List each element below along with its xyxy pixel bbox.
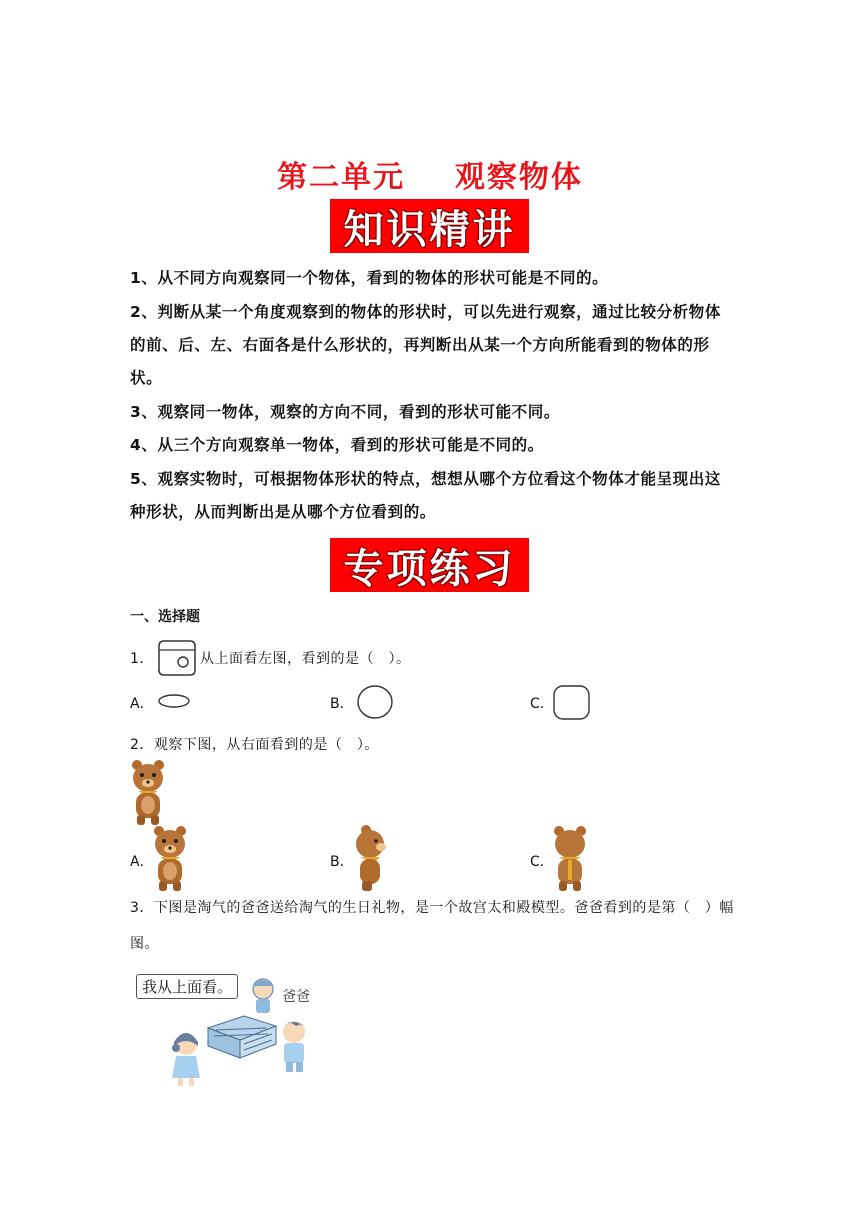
cylinder-figure bbox=[156, 638, 198, 678]
circle-shape[interactable] bbox=[356, 684, 394, 720]
q2-option-a-label[interactable]: A． bbox=[130, 854, 154, 870]
q1-option-c-label[interactable]: C． bbox=[530, 696, 554, 712]
knowledge-point-2: 2、判断从某一个角度观察到的物体的形状时，可以先进行观察，通过比较分析物体的前、后、左、右面各是什么形状的，再判断出从某一个方向所能看到的物体的形状。 bbox=[130, 303, 721, 387]
ellipse-shape[interactable] bbox=[157, 693, 191, 709]
question-1-number: 1． bbox=[130, 651, 154, 667]
knowledge-point-3: 3、观察同一物体，观察的方向不同，看到的形状可能不同。 bbox=[130, 403, 560, 421]
bear-back-icon[interactable] bbox=[550, 823, 590, 893]
question-2-text: 观察下图，从右面看到的是（ ）。 bbox=[153, 737, 379, 753]
q1-option-a-label[interactable]: A． bbox=[130, 696, 154, 712]
question-2 bbox=[130, 734, 379, 754]
rounded-square-shape[interactable] bbox=[552, 684, 592, 722]
speech-bubble: 我从上面看。 bbox=[136, 974, 238, 999]
question-2-number: 2． bbox=[130, 737, 154, 753]
bear-front-icon[interactable] bbox=[150, 823, 190, 893]
dad-label: 爸爸 bbox=[282, 989, 310, 1005]
question-3-text: 下图是淘气的爸爸送给淘气的生日礼物，是一个故宫太和殿模型。爸爸看到的是第（ ）幅图。 bbox=[130, 900, 734, 952]
question-3-number: 3． bbox=[130, 900, 154, 916]
palace-scene bbox=[136, 966, 346, 1094]
knowledge-point-1: 1、从不同方向观察同一个物体，看到的物体的形状可能是不同的。 bbox=[130, 269, 609, 287]
question-1 bbox=[130, 648, 154, 668]
knowledge-point-4: 4、从三个方向观察单一物体，看到的形状可能是不同的。 bbox=[130, 436, 544, 454]
question-1-text: 从上面看左图，看到的是（ ）。 bbox=[200, 651, 411, 667]
q2-option-c-label[interactable]: C． bbox=[530, 854, 554, 870]
knowledge-banner-text: 知识精讲 bbox=[343, 206, 516, 253]
practice-banner bbox=[330, 538, 529, 592]
bear-side-icon[interactable] bbox=[350, 823, 390, 893]
bear-figure-icon bbox=[128, 757, 168, 827]
page-title: 第二单元 观察物体 bbox=[277, 160, 583, 195]
q1-option-b-label[interactable]: B． bbox=[330, 696, 354, 712]
palace-scene-illustration bbox=[136, 966, 346, 1094]
section-heading: 一、选择题 bbox=[130, 609, 200, 625]
knowledge-banner bbox=[330, 199, 529, 253]
q2-option-b-label[interactable]: B． bbox=[330, 854, 354, 870]
question-3 bbox=[130, 890, 734, 962]
knowledge-point-5: 5、观察实物时，可根据物体形状的特点，想想从哪个方位看这个物体才能呈现出这种形状，从而判断出是从哪个方位看到的。 bbox=[130, 470, 721, 521]
practice-banner-text: 专项练习 bbox=[343, 545, 516, 592]
